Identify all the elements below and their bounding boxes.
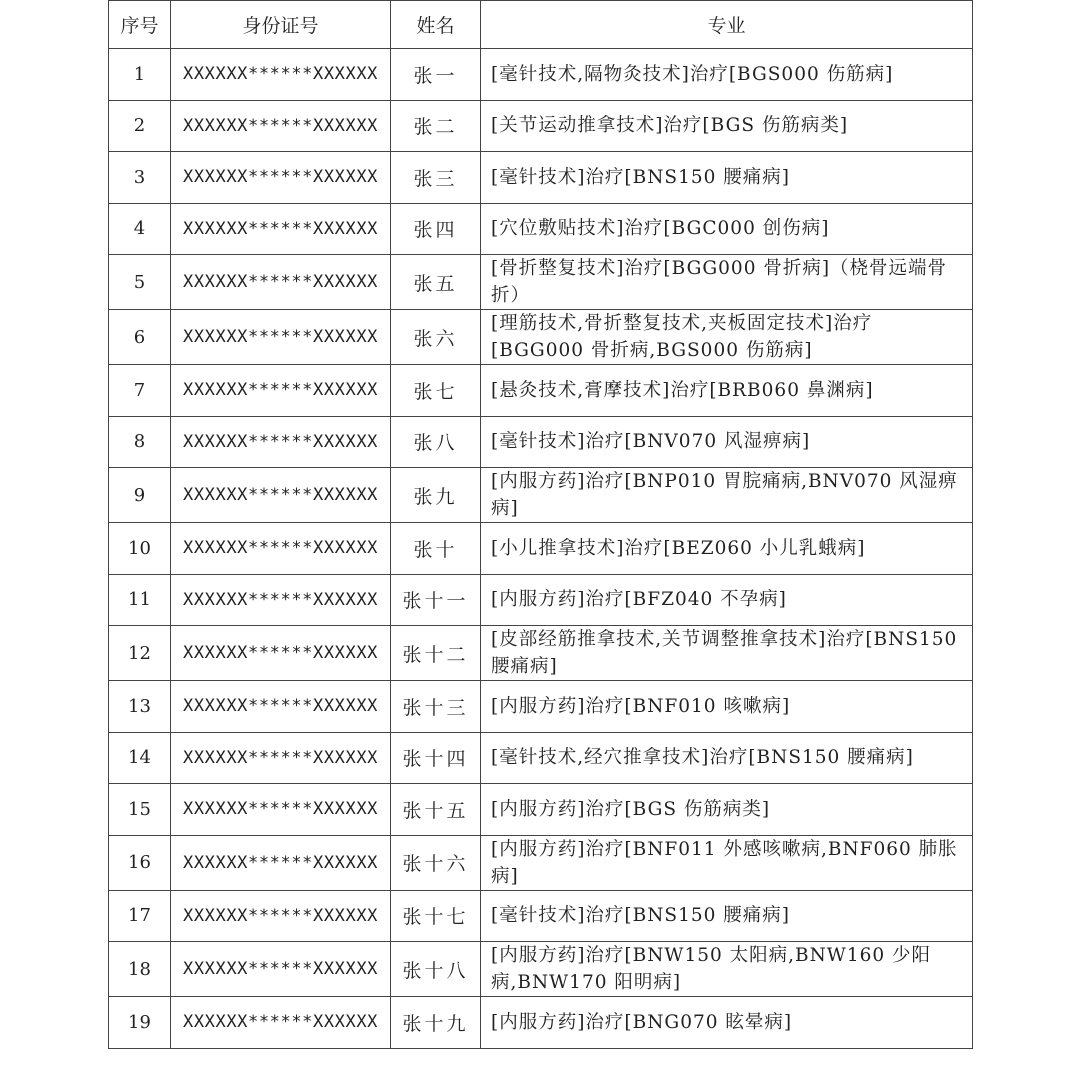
- table-row: [109, 574, 973, 626]
- cell-name: 张九: [391, 468, 481, 523]
- table-row: [109, 942, 973, 997]
- cell-specialty: [关节运动推拿技术]治疗[BGS 伤筋病类]: [481, 100, 973, 152]
- cell-name: 张十九: [391, 997, 481, 1049]
- cell-specialty: [理筋技术,骨折整复技术,夹板固定技术]治疗[BGG000 骨折病,BGS000 伤筋病]: [481, 310, 973, 365]
- cell-serial-number: 7: [109, 365, 171, 417]
- header-specialty: 专业: [481, 1, 973, 49]
- cell-serial-number: 1: [109, 49, 171, 101]
- cell-name: 张十三: [391, 681, 481, 733]
- table-row: [109, 100, 973, 152]
- cell-id-number: XXXXXX******XXXXXX: [171, 152, 391, 204]
- table-row: [109, 416, 973, 468]
- cell-serial-number: 4: [109, 203, 171, 255]
- table-row: [109, 468, 973, 523]
- cell-specialty: [内服方药]治疗[BGS 伤筋病类]: [481, 784, 973, 836]
- cell-name: 张十一: [391, 574, 481, 626]
- table-header-row: [109, 1, 973, 49]
- table-row: [109, 152, 973, 204]
- cell-serial-number: 15: [109, 784, 171, 836]
- cell-specialty: [毫针技术]治疗[BNS150 腰痛病]: [481, 890, 973, 942]
- cell-serial-number: 16: [109, 835, 171, 890]
- header-id-number: 身份证号: [171, 1, 391, 49]
- cell-id-number: XXXXXX******XXXXXX: [171, 890, 391, 942]
- cell-name: 张十四: [391, 732, 481, 784]
- cell-specialty: [内服方药]治疗[BNG070 眩晕病]: [481, 997, 973, 1049]
- cell-specialty: [悬灸技术,膏摩技术]治疗[BRB060 鼻渊病]: [481, 365, 973, 417]
- table-row: [109, 681, 973, 733]
- cell-specialty: [毫针技术,隔物灸技术]治疗[BGS000 伤筋病]: [481, 49, 973, 101]
- cell-name: 张十五: [391, 784, 481, 836]
- cell-serial-number: 13: [109, 681, 171, 733]
- cell-serial-number: 10: [109, 523, 171, 575]
- cell-specialty: [皮部经筋推拿技术,关节调整推拿技术]治疗[BNS150 腰痛病]: [481, 626, 973, 681]
- cell-specialty: [骨折整复技术]治疗[BGG000 骨折病]（桡骨远端骨折）: [481, 255, 973, 310]
- table-body: [109, 49, 973, 1049]
- table-row: [109, 255, 973, 310]
- cell-id-number: XXXXXX******XXXXXX: [171, 468, 391, 523]
- cell-id-number: XXXXXX******XXXXXX: [171, 835, 391, 890]
- cell-name: 张十八: [391, 942, 481, 997]
- cell-id-number: XXXXXX******XXXXXX: [171, 310, 391, 365]
- cell-specialty: [穴位敷贴技术]治疗[BGC000 创伤病]: [481, 203, 973, 255]
- cell-serial-number: 14: [109, 732, 171, 784]
- cell-serial-number: 11: [109, 574, 171, 626]
- practitioner-table-container: [108, 0, 972, 1049]
- cell-id-number: XXXXXX******XXXXXX: [171, 49, 391, 101]
- cell-serial-number: 17: [109, 890, 171, 942]
- cell-serial-number: 6: [109, 310, 171, 365]
- table-row: [109, 49, 973, 101]
- cell-name: 张五: [391, 255, 481, 310]
- table-row: [109, 890, 973, 942]
- cell-id-number: XXXXXX******XXXXXX: [171, 574, 391, 626]
- cell-name: 张八: [391, 416, 481, 468]
- cell-specialty: [毫针技术,经穴推拿技术]治疗[BNS150 腰痛病]: [481, 732, 973, 784]
- cell-id-number: XXXXXX******XXXXXX: [171, 203, 391, 255]
- cell-serial-number: 18: [109, 942, 171, 997]
- table-row: [109, 626, 973, 681]
- cell-id-number: XXXXXX******XXXXXX: [171, 942, 391, 997]
- cell-id-number: XXXXXX******XXXXXX: [171, 255, 391, 310]
- table-row: [109, 997, 973, 1049]
- cell-id-number: XXXXXX******XXXXXX: [171, 416, 391, 468]
- cell-name: 张十六: [391, 835, 481, 890]
- table-row: [109, 523, 973, 575]
- cell-specialty: [内服方药]治疗[BNW150 太阳病,BNW160 少阳病,BNW170 阳明病]: [481, 942, 973, 997]
- cell-specialty: [内服方药]治疗[BNF010 咳嗽病]: [481, 681, 973, 733]
- practitioner-table: [108, 0, 973, 1049]
- cell-specialty: [小儿推拿技术]治疗[BEZ060 小儿乳蛾病]: [481, 523, 973, 575]
- cell-id-number: XXXXXX******XXXXXX: [171, 784, 391, 836]
- cell-name: 张七: [391, 365, 481, 417]
- cell-specialty: [内服方药]治疗[BFZ040 不孕病]: [481, 574, 973, 626]
- cell-id-number: XXXXXX******XXXXXX: [171, 997, 391, 1049]
- cell-serial-number: 5: [109, 255, 171, 310]
- cell-id-number: XXXXXX******XXXXXX: [171, 523, 391, 575]
- cell-name: 张十: [391, 523, 481, 575]
- cell-name: 张一: [391, 49, 481, 101]
- cell-name: 张六: [391, 310, 481, 365]
- cell-name: 张三: [391, 152, 481, 204]
- cell-id-number: XXXXXX******XXXXXX: [171, 681, 391, 733]
- cell-specialty: [内服方药]治疗[BNF011 外感咳嗽病,BNF060 肺胀病]: [481, 835, 973, 890]
- cell-name: 张二: [391, 100, 481, 152]
- cell-serial-number: 3: [109, 152, 171, 204]
- table-row: [109, 835, 973, 890]
- cell-id-number: XXXXXX******XXXXXX: [171, 626, 391, 681]
- header-name: 姓名: [391, 1, 481, 49]
- cell-specialty: [毫针技术]治疗[BNS150 腰痛病]: [481, 152, 973, 204]
- table-row: [109, 732, 973, 784]
- cell-serial-number: 12: [109, 626, 171, 681]
- cell-id-number: XXXXXX******XXXXXX: [171, 365, 391, 417]
- cell-specialty: [内服方药]治疗[BNP010 胃脘痛病,BNV070 风湿痹病]: [481, 468, 973, 523]
- cell-id-number: XXXXXX******XXXXXX: [171, 732, 391, 784]
- cell-serial-number: 9: [109, 468, 171, 523]
- cell-serial-number: 19: [109, 997, 171, 1049]
- cell-serial-number: 2: [109, 100, 171, 152]
- cell-id-number: XXXXXX******XXXXXX: [171, 100, 391, 152]
- cell-name: 张十七: [391, 890, 481, 942]
- cell-serial-number: 8: [109, 416, 171, 468]
- table-row: [109, 365, 973, 417]
- cell-name: 张十二: [391, 626, 481, 681]
- cell-name: 张四: [391, 203, 481, 255]
- table-row: [109, 784, 973, 836]
- header-serial-number: 序号: [109, 1, 171, 49]
- table-row: [109, 310, 973, 365]
- table-row: [109, 203, 973, 255]
- cell-specialty: [毫针技术]治疗[BNV070 风湿痹病]: [481, 416, 973, 468]
